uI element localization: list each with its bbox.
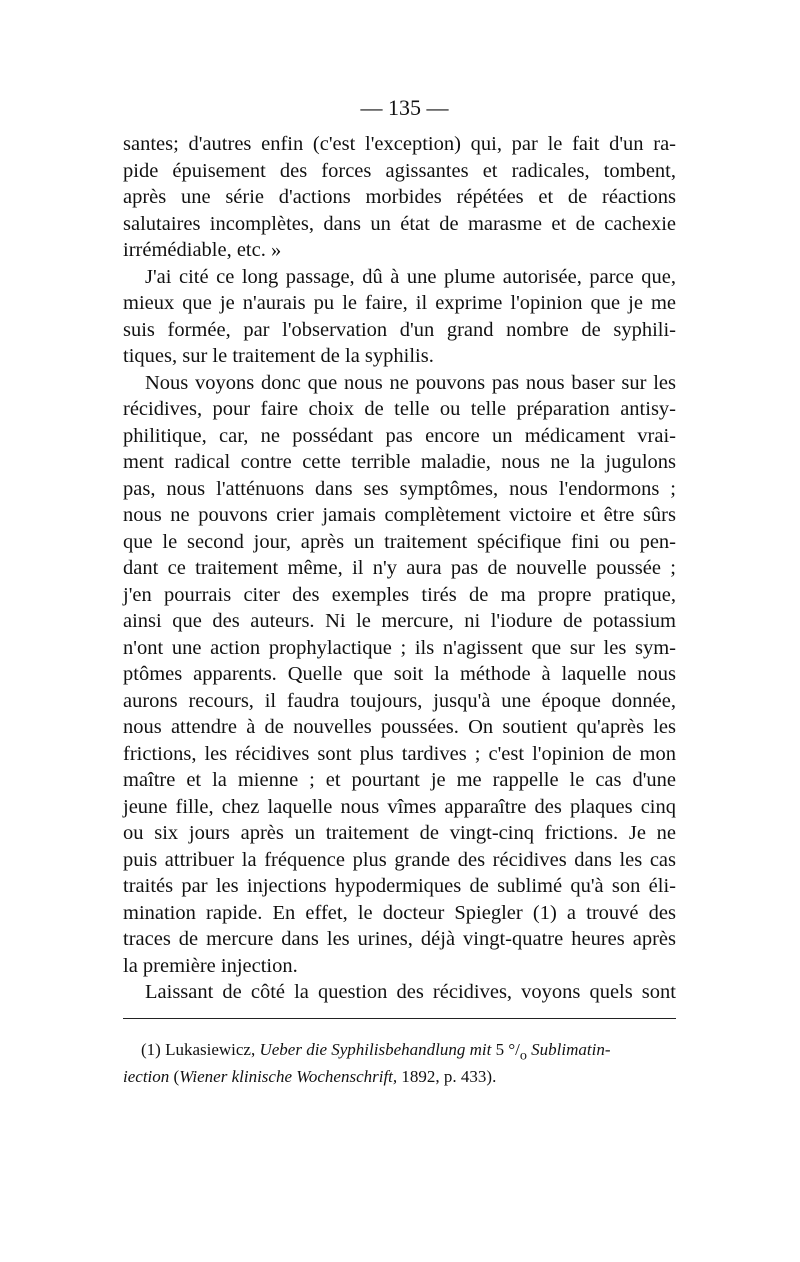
text-line: pide épuisement des forces agissantes et radicales, tombent, [123, 159, 676, 182]
text-line: mination rapide. En effet, le docteur Spiegler (1) a trouvé des [123, 901, 676, 924]
footnote-title-cont: Sublimatin- [526, 1039, 611, 1059]
text-line: santes; d'autres enfin (c'est l'exception) qui, par le fait d'un ra- [123, 133, 676, 155]
text-line: ment radical contre cette terrible maladie, nous ne la jugulons [123, 451, 676, 473]
text-line: pas, nous l'atténuons dans ses symptômes, nous l'endormons ; [123, 477, 676, 500]
text-line: ptômes apparents. Quelle que soit la méthode à laquelle nous [123, 663, 676, 685]
footnote-paren: ( [169, 1066, 180, 1086]
text-line: n'ont une action prophylactique ; ils n'agissent que sur les sym- [123, 636, 676, 659]
paragraph [123, 264, 676, 370]
footnote [123, 1039, 676, 1088]
paragraph [123, 370, 676, 980]
text-line: traces de mercure dans les urines, déjà vingt-quatre heures après [123, 928, 676, 950]
text-line: tiques, sur le traitement de la syphilis. [123, 345, 434, 367]
text-line: puis attribuer la fréquence plus grande des récidives dans les cas [123, 848, 676, 871]
footnote-dose-sub: o [519, 1046, 527, 1063]
book-page [123, 95, 676, 1088]
text-line: maître et la mienne ; et pourtant je me rappelle le cas d'une [123, 769, 676, 791]
text-line: J'ai cité ce long passage, dû à une plume autorisée, parce que, [145, 265, 676, 288]
body-text [123, 131, 676, 1006]
footnote-author: (1) Lukasiewicz, [141, 1039, 260, 1059]
page-number: — 135 — [360, 95, 449, 120]
footnote-line-2 [123, 1066, 676, 1088]
text-line: dant ce traitement même, il n'y aura pas de nouvelle poussée ; [123, 557, 676, 579]
footnote-line-1 [123, 1039, 676, 1066]
text-line: après une série d'actions morbides répétées et de réactions [123, 186, 676, 208]
text-line: mieux que je n'aurais pu le faire, il exprime l'opinion que je me [123, 292, 676, 314]
paragraph [123, 979, 676, 1006]
footnote-citation: 1892, p. 433). [397, 1066, 497, 1086]
text-line: ainsi que des auteurs. Ni le mercure, ni l'iodure de potassium [123, 610, 676, 632]
text-line: la première injection. [123, 954, 298, 977]
text-line: j'en pourrais citer des exemples tirés de ma propre pratique, [123, 583, 676, 606]
footnote-dose: 5 °/ [491, 1039, 520, 1059]
paragraph [123, 131, 676, 264]
text-line: frictions, les récidives sont plus tardives ; c'est l'opinion de mon [123, 742, 676, 765]
footnote-title: Ueber die Syphilisbehandlung mit [259, 1039, 492, 1059]
text-line: suis formée, par l'observation d'un grand nombre de syphili- [123, 318, 676, 341]
footnote-title-end: iection [123, 1066, 170, 1086]
text-line: irrémédiable, etc. » [123, 239, 282, 261]
text-line: Nous voyons donc que nous ne pouvons pas nous baser sur les [145, 371, 676, 394]
text-line: aurons recours, il faudra toujours, jusqu'à une époque donnée, [123, 689, 676, 712]
text-line: nous attendre à de nouvelles poussées. On soutient qu'après les [123, 716, 676, 738]
footnote-divider [123, 1018, 676, 1019]
text-line: ou six jours après un traitement de vingt-cinq frictions. Je ne [123, 822, 676, 844]
text-line: nous ne pouvons crier jamais complètement victoire et être sûrs [123, 504, 676, 526]
text-line: salutaires incomplètes, dans un état de marasme et de cachexie [123, 212, 676, 235]
text-line: traités par les injections hypodermiques de sublimé qu'à son éli- [123, 875, 676, 897]
text-line: philitique, car, ne possédant pas encore un médicament vrai- [123, 424, 676, 447]
footnote-journal: Wiener klinische Wochenschrift, [179, 1066, 398, 1086]
text-line: récidives, pour faire choix de telle ou telle préparation antisy- [123, 398, 676, 420]
text-line: que le second jour, après un traitement spécifique fini ou pen- [123, 530, 676, 553]
text-line: jeune fille, chez laquelle nous vîmes apparaître des plaques cinq [123, 795, 676, 818]
text-line: Laissant de côté la question des récidives, voyons quels sont [145, 981, 676, 1003]
